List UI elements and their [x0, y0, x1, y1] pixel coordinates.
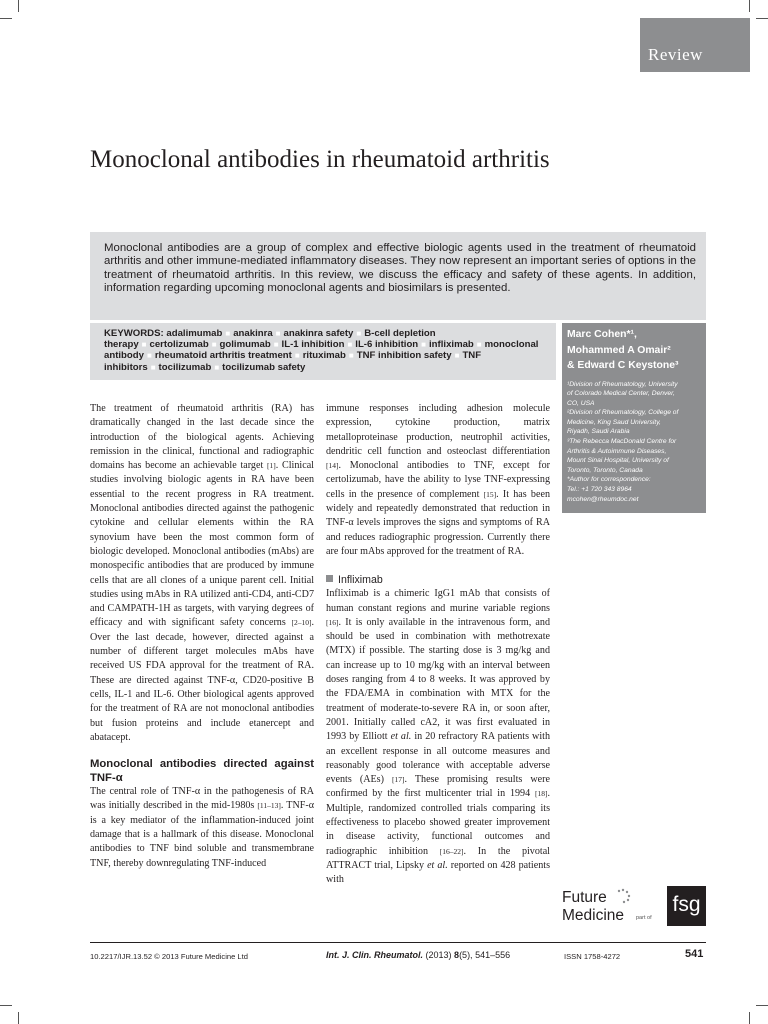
keyword-separator-icon: ■ [348, 351, 354, 361]
keyword: IL-1 inhibition [281, 339, 345, 351]
subsection-heading [326, 573, 550, 587]
body-text: . It is only available in the intravenous form, and should be used in combination with methotrexate (MTX) if possible. The starting dose is 3 mg/kg and can increase up to 10 mg/kg with an interval between doses ranging from 4 to 8 weeks. It was approved by the FDA/EMA in combination with MTX for the treatment of moderate-to-severe RA in, or soon after, 2001. Initially called cA2, it was first evaluated in 1993 by Elliott [326, 616, 550, 743]
keyword-separator-icon: ■ [214, 362, 220, 372]
author-names [567, 327, 701, 374]
body-paragraph [326, 402, 550, 559]
author-box [562, 323, 706, 513]
crop-mark [18, 1012, 19, 1024]
affiliation-line: Tel.: +1 720 343 8964 [567, 486, 632, 494]
body-text: . It has been widely and repeatedly demonstrated that reduction in TNF-α levels improves the signs and symptoms of RA and reduces radiographic progression. Currently there are four mAbs approved for the treatment of RA. [326, 488, 550, 557]
affiliation-line: mcohen@rheumdoc.net [567, 495, 639, 503]
citation: [14] [326, 461, 339, 471]
keyword: anakinra safety [283, 328, 354, 339]
body-text: . TNF-α is a key mediator of the inflammation-induced joint damage that is a hallmark of this disease. Monoclonal antibodies to TNF bind soluble and transmembrane TNF, thereby downregulating TNF-induced [90, 800, 314, 869]
footer-citation [326, 950, 510, 960]
body-text: Infliximab is a chimeric IgG1 mAb that consists of human constant regions and murine variable regions [326, 588, 550, 614]
keyword-separator-icon: ■ [421, 340, 427, 350]
affiliation-line: of Colorado Medical Center, Denver, [567, 390, 675, 398]
keyword-separator-icon: ■ [347, 340, 353, 350]
affiliation-line: Toronto, Toronto, Canada [567, 466, 643, 474]
keyword: certolizumab [149, 339, 209, 351]
keywords-label: KEYWORDS: [104, 328, 164, 339]
body-text: reported on 428 patients with [326, 859, 550, 886]
keyword: anakinra [233, 328, 273, 339]
affiliation-line: CO, USA [567, 399, 595, 407]
keyword: tocilizumab safety [222, 361, 306, 373]
keyword: monoclonal antibody [104, 339, 539, 362]
page-number: 541 [685, 948, 704, 960]
footer-doi: 10.2217/IJR.13.52 © 2013 Future Medicine Ltd [90, 952, 248, 961]
citation: [15] [483, 489, 497, 499]
keyword-separator-icon: ■ [273, 340, 279, 350]
body-text: . Clinical studies involving biologic agents in RA have been essential to the recent progress in RA treatment. Monoclonal antibodies directed against the pathogenic cytokine and cellular elements within the RA synovium have been the most common form of biologic developed. Monoclonal antibodies (mAbs) are monospecific antibodies that are produced by immune cells that are all clones of a unique parent cell. Initial studies using mAbs in RA utilized anti-CD4, anti-CD7 and CAMPATH-1H as targets, with varying degrees of efficacy and with significant safety concerns [90, 460, 314, 629]
body-text: . These promising results were confirmed by the first multicenter trial in 1994 [326, 774, 550, 800]
body-text-italic: et al. [427, 859, 448, 871]
affiliation-line: Medicine, King Saud University, [567, 418, 661, 426]
affiliation-line: ³The Rebecca MacDonald Centre for [567, 438, 677, 446]
body-column-right [326, 402, 550, 888]
body-text: in 20 refractory RA patients with an excellent response in all outcome measures and reasonably good tolerance with acceptable adverse events (AEs) [326, 731, 550, 786]
logo-line-medicine: Medicine [562, 907, 625, 924]
keyword: tocilizumab [158, 361, 212, 373]
keyword: rituximab [302, 350, 346, 362]
affiliation-line: Riyadh, Saudi Arabia [567, 428, 630, 436]
keywords-box [90, 323, 556, 380]
keyword: IL-6 inhibition [355, 339, 419, 351]
body-text-italic: et al. [390, 731, 412, 743]
crop-mark [0, 18, 12, 19]
keyword-separator-icon: ■ [211, 340, 217, 350]
logo-part-of: part of [636, 915, 652, 921]
keyword: infliximab [429, 339, 474, 351]
body-paragraph [326, 587, 550, 887]
body-paragraph [90, 402, 314, 745]
keyword: B-cell depletion therapy [104, 328, 436, 351]
keyword-separator-icon: ■ [356, 329, 362, 338]
keyword-separator-icon: ■ [141, 340, 147, 350]
abstract-box [90, 232, 706, 320]
section-tab-label: Review [648, 45, 703, 64]
logo-dots-icon [616, 888, 632, 904]
crop-mark [0, 1005, 12, 1006]
abstract-text: Monoclonal antibodies are a group of complex and effective biologic agents used in the treatment of rheumatoid arthritis and other immune-mediated inflammatory diseases. They now represent an important series of options in the treatment of rheumatoid arthritis. In this review, we discuss the efficacy and safety of these agents. In addition, information regarding upcoming monoclonal agents and biosimilars is presented. [104, 242, 696, 295]
crop-mark [756, 18, 768, 19]
section-tab [640, 18, 750, 72]
footer-volume: 8 [454, 950, 460, 960]
keyword-separator-icon: ■ [275, 329, 281, 338]
crop-mark [18, 0, 19, 12]
crop-mark [749, 1012, 750, 1024]
affiliations [567, 380, 701, 505]
body-text: The treatment of rheumatoid arthritis (RA) has dramatically changed in the last decade since the introduction of the biological agents. Achieving remission in the clinical, functional and radiographic domains has become an achievable target [90, 403, 314, 472]
crop-mark [756, 1005, 768, 1006]
body-text: immune responses including adhesion molecule expression, cytokine production, matrix metalloproteinase production, neutrophil activities, dendritic cell function and osteoclast differentiation [326, 403, 550, 457]
article-title: Monoclonal antibodies in rheumatoid arthritis [90, 146, 550, 173]
keyword-separator-icon: ■ [454, 351, 460, 361]
affiliation-line: *Author for correspondence: [567, 476, 651, 484]
body-paragraph [90, 785, 314, 871]
citation: [16–22] [439, 846, 464, 856]
citation: [17] [391, 775, 405, 785]
keywords-list [104, 328, 538, 373]
fsg-logo: fsg [667, 886, 706, 926]
keyword: TNF inhibition safety [356, 350, 452, 362]
body-text: . Multiple, randomized controlled trials comparing its effectiveness to placebo showed greater improvement in disease activity, functional outcomes and radiographic inhibition [326, 788, 550, 857]
affiliation-line: ¹Division of Rheumatology, University [567, 380, 678, 388]
body-text: The central role of TNF-α in the pathogenesis of RA was initially described in the mid-1980s [90, 786, 314, 812]
affiliation-line: ²Division of Rheumatology, College of [567, 409, 679, 417]
citation: [2–10] [291, 618, 312, 628]
body-column-left [90, 402, 314, 871]
body-text: . Monoclonal antibodies to TNF, except for certolizumab, have the ability to lyse TNF-expressing cells in the presence of complement [326, 460, 550, 500]
author-name: Marc Cohen*¹, [567, 329, 637, 340]
keyword-separator-icon: ■ [150, 362, 156, 372]
body-text: . In the pivotal ATTRACT trial, Lipsky [326, 845, 550, 871]
logo-line-future: Future [562, 889, 607, 906]
affiliation-line: Mount Sinai Hospital, University of [567, 457, 669, 465]
subsection-heading-text: Infliximab [338, 574, 383, 587]
affiliation-line: Arthritis & Autoimmune Diseases, [567, 447, 667, 455]
keyword: golimumab [219, 339, 271, 351]
author-name: & Edward C Keystone³ [567, 360, 679, 371]
keyword: TNF inhibitors [104, 350, 482, 373]
keyword-separator-icon: ■ [225, 329, 231, 338]
keyword-separator-icon: ■ [146, 351, 152, 361]
keyword-separator-icon: ■ [294, 351, 300, 361]
crop-mark [749, 0, 750, 12]
footer-issn: ISSN 1758-4272 [564, 952, 621, 961]
keyword: adalimumab [166, 328, 223, 339]
author-name: Mohammed A Omair² [567, 344, 671, 356]
publisher-logo [562, 886, 706, 930]
footer-rule [90, 942, 706, 943]
citation: [1] [267, 461, 276, 471]
body-text: . Over the last decade, however, directed against a number of different target molecules mAbs have received US FDA approval for the treatment of RA. These are directed against TNF-α, CD20-positive B cells, IL-1 and IL-6. Other biological agents approved for the treatment of RA are not monoclonal antibodies but fusion proteins and include etanercept and abatacept. [90, 617, 314, 743]
footer-issue-pages: (5), 541–556 [459, 950, 511, 960]
keyword-separator-icon: ■ [476, 340, 482, 350]
square-bullet-icon [326, 575, 333, 582]
keyword: rheumatoid arthritis treatment [154, 350, 292, 362]
citation: [16] [326, 617, 339, 627]
citation: [11–13] [257, 801, 281, 811]
section-heading: Monoclonal antibodies directed against TNF-α [90, 758, 314, 785]
footer-year: (2013) [423, 950, 455, 960]
footer-journal-name: Int. J. Clin. Rheumatol. [326, 950, 424, 960]
citation: [18] [534, 789, 548, 799]
